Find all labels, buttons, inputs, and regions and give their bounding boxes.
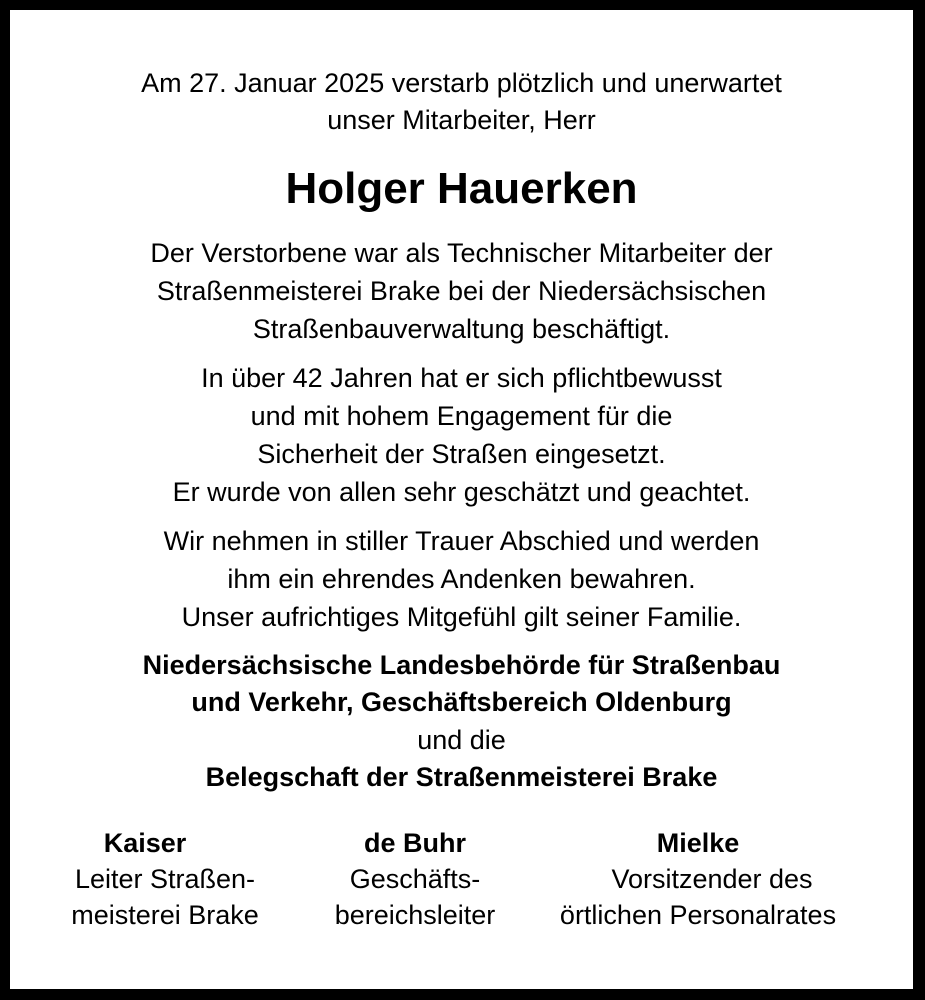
signatory-name: Mielke xyxy=(656,828,740,858)
body-line: In über 42 Jahren hat er sich pflichtbewusst xyxy=(201,363,722,393)
body-line: Straßenbauverwaltung beschäftigt. xyxy=(252,314,671,344)
organization-line: Niedersächsische Landesbehörde für Straßenbau xyxy=(142,650,781,680)
body-line: Straßenmeisterei Brake bei der Niedersächsischen xyxy=(156,276,767,306)
body-line: ihm ein ehrendes Andenken bewahren. xyxy=(227,564,696,594)
signatory-title: meisterei Brake xyxy=(71,900,259,930)
body-line: Unser aufrichtiges Mitgefühl gilt seiner Familie. xyxy=(181,602,742,632)
body-line: Sicherheit der Straßen eingesetzt. xyxy=(257,439,666,469)
obituary-notice xyxy=(10,10,913,989)
organization-line: und Verkehr, Geschäftsbereich Oldenburg xyxy=(191,687,732,717)
signatory-title: bereichsleiter xyxy=(334,900,496,930)
staff-line: Belegschaft der Straßenmeisterei Brake xyxy=(205,762,718,792)
signatory-de-buhr xyxy=(310,828,520,938)
intro-line: Am 27. Januar 2025 verstarb plötzlich und unerwartet xyxy=(141,68,782,98)
connector-text: und die xyxy=(417,725,506,755)
deceased-name: Holger Hauerken xyxy=(285,164,638,213)
signatory-name: de Buhr xyxy=(363,828,466,858)
signatory-title: örtlichen Personalrates xyxy=(559,900,837,930)
body-line: Wir nehmen in stiller Trauer Abschied und werden xyxy=(163,526,760,556)
signatory-title: Vorsitzender des xyxy=(611,864,813,894)
body-line: Er wurde von allen sehr geschätzt und geachtet. xyxy=(172,477,751,507)
signatory-title: Leiter Straßen- xyxy=(74,864,256,894)
signatory-name: Kaiser xyxy=(103,828,187,858)
signatory-title: Geschäfts- xyxy=(349,864,481,894)
body-line: Der Verstorbene war als Technischer Mitarbeiter der xyxy=(150,238,773,268)
body-line: und mit hohem Engagement für die xyxy=(250,401,673,431)
signatory-kaiser xyxy=(50,828,280,938)
intro-line: unser Mitarbeiter, Herr xyxy=(327,105,596,135)
signatory-mielke xyxy=(538,828,858,938)
